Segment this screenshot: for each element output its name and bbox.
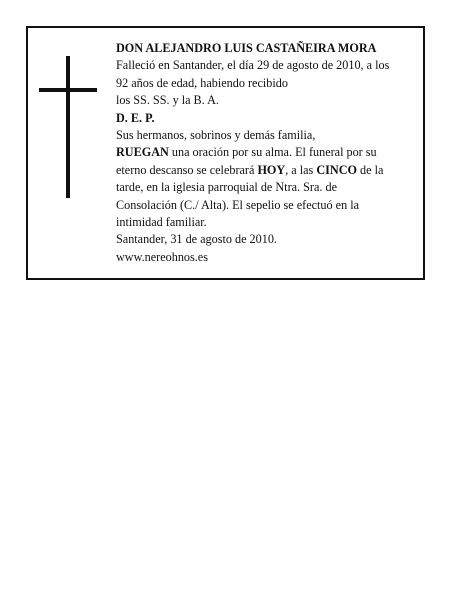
cinco-word: CINCO bbox=[316, 162, 357, 177]
obituary-notice bbox=[26, 26, 425, 280]
cross-vertical-bar bbox=[66, 56, 70, 198]
ruegan-word: RUEGAN bbox=[116, 145, 169, 160]
death-line-2: 92 años de edad, habiendo recibido bbox=[116, 75, 288, 90]
cross-horizontal-bar bbox=[39, 88, 97, 92]
hoy-word: HOY bbox=[257, 162, 286, 177]
ruegan-line bbox=[116, 144, 422, 161]
funeral-line-2 bbox=[116, 162, 422, 179]
place-date-line: Santander, 31 de agosto de 2010. bbox=[116, 232, 277, 247]
funeral-line-3: tarde, en la iglesia parroquial de Ntra. Sra. de bbox=[116, 180, 337, 195]
ruegan-rest: una oración por su alma. El funeral por su bbox=[168, 145, 377, 160]
funeral-line-4: Consolación (C./ Alta). El sepelio se efectuó en la bbox=[116, 197, 360, 212]
obituary-text bbox=[116, 40, 422, 266]
cross-icon bbox=[39, 56, 97, 198]
death-line-3: los SS. SS. y la B. A. bbox=[116, 93, 219, 108]
funeral-line-2-post: de la bbox=[356, 162, 384, 177]
rip-line: D. E. P. bbox=[116, 110, 155, 125]
death-line-1: Falleció en Santander, el día 29 de agosto de 2010, a los bbox=[116, 58, 390, 73]
family-line: Sus hermanos, sobrinos y demás familia, bbox=[116, 128, 316, 143]
deceased-name: DON ALEJANDRO LUIS CASTAÑEIRA MORA bbox=[116, 41, 377, 55]
funeral-line-2-mid: , a las bbox=[285, 162, 317, 177]
funeral-line-2-pre: eterno descanso se celebrará bbox=[116, 162, 258, 177]
website-line: www.nereohnos.es bbox=[116, 249, 208, 264]
funeral-line-5: intimidad familiar. bbox=[116, 215, 207, 230]
